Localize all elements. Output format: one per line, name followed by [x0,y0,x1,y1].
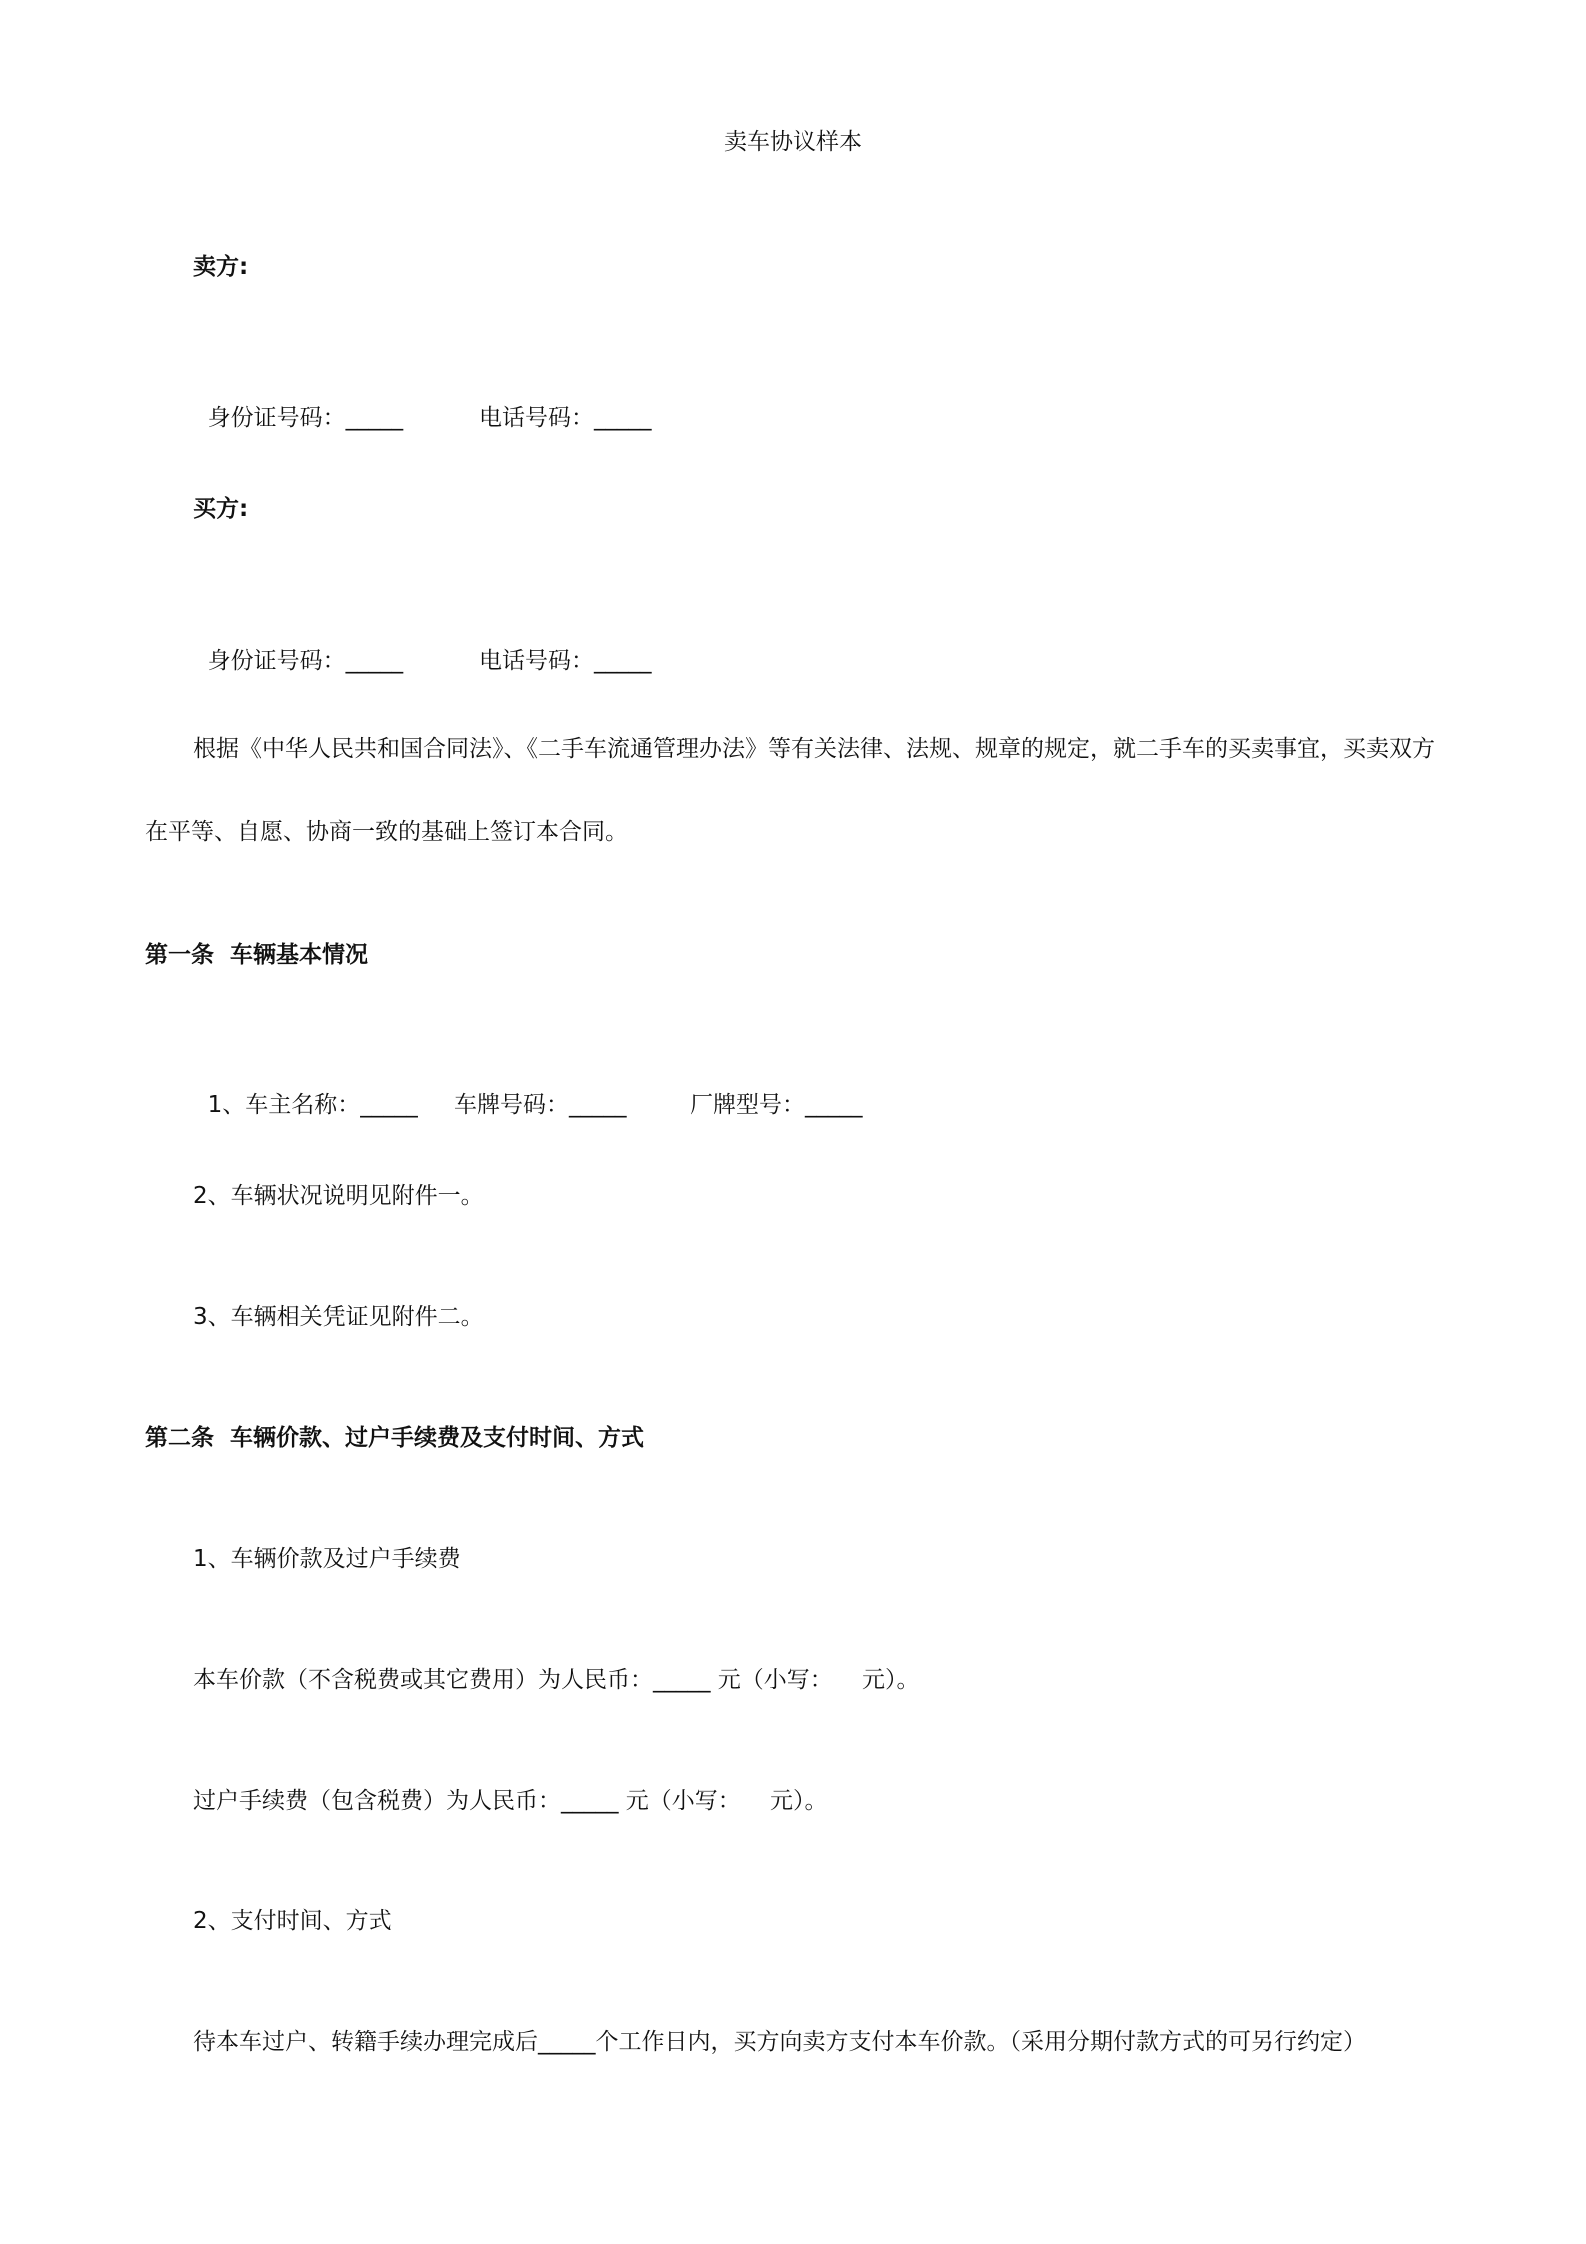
article-2-heading: 第二条 车辆价款、过户手续费及支付时间、方式 [145,1425,645,1451]
seller-label: 卖方: [193,254,249,280]
vehicle-price-line: 本车价款（不含税费或其它费用）为人民币：_____ 元（小写： 元）。 [193,1667,920,1693]
article-1-item-2: 2、车辆状况说明见附件一。 [193,1183,484,1209]
article-2-sub-2: 2、支付时间、方式 [193,1908,392,1934]
plate-number-field: 车牌号码：_____ [454,1092,627,1118]
seller-id-field: 身份证号码：_____ [207,405,404,431]
article-1-heading: 第一条 车辆基本情况 [145,942,369,968]
seller-info-row [193,373,652,433]
article-2-sub-1: 1、车辆价款及过户手续费 [193,1546,461,1572]
brand-model-field: 厂牌型号：_____ [690,1092,863,1118]
owner-name-field: 1、车主名称：_____ [207,1092,418,1118]
buyer-info-row [193,616,652,676]
transfer-fee-line: 过户手续费（包含税费）为人民币：_____ 元（小写： 元）。 [193,1788,828,1814]
buyer-phone-field: 电话号码：_____ [479,648,652,674]
preamble-line-1: 根据《中华人民共和国合同法》、《二手车流通管理办法》等有关法律、法规、规章的规定，就二手车的买卖事宜，买卖双方 [193,736,1435,762]
seller-phone-field: 电话号码：_____ [479,405,652,431]
article-1-item-3: 3、车辆相关凭证见附件二。 [193,1304,484,1330]
payment-terms-line: 待本车过户、转籍手续办理完成后_____个工作日内，买方向卖方支付本车价款。（采用分期付款方式的可另行约定） [193,2029,1366,2055]
article-1-item-1 [193,1060,863,1120]
buyer-id-field: 身份证号码：_____ [207,648,404,674]
document-title: 卖车协议样本 [724,129,862,155]
buyer-label: 买方: [193,496,249,522]
preamble-line-2: 在平等、自愿、协商一致的基础上签订本合同。 [145,819,628,845]
